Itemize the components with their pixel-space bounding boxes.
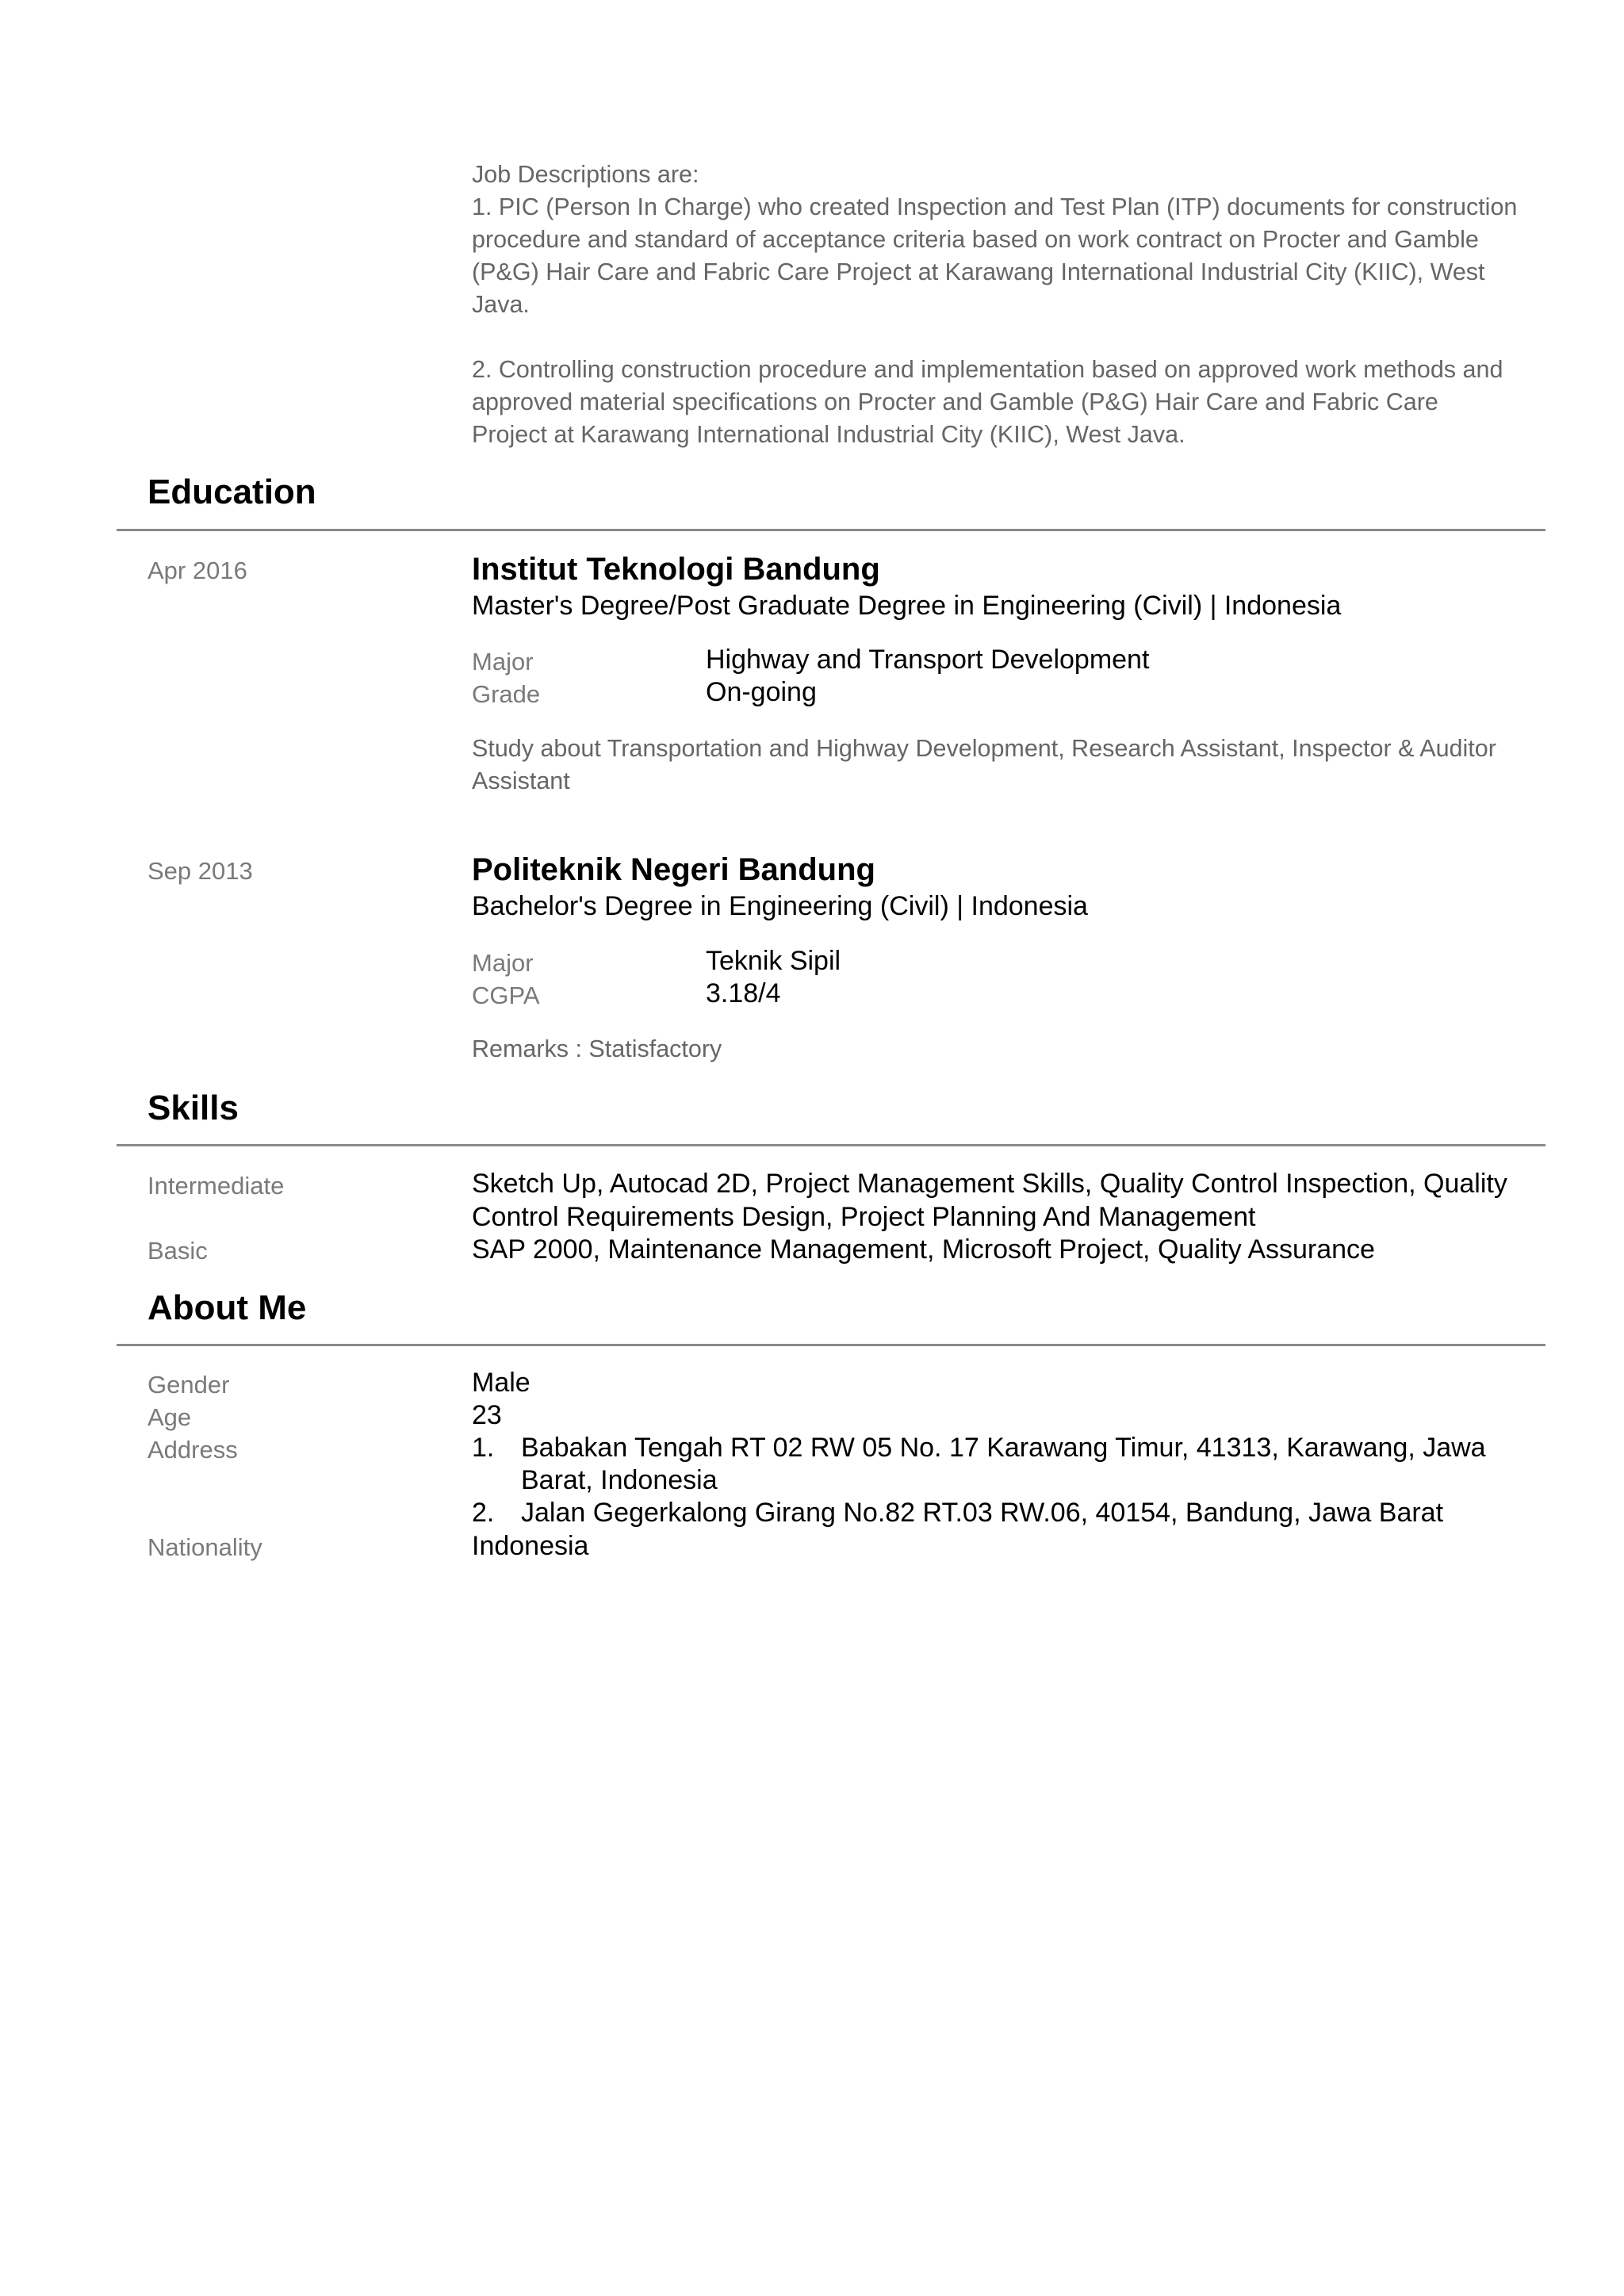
age-label: Age (147, 1403, 192, 1431)
education-institution: Institut Teknologi Bandung (472, 552, 880, 587)
education-major-value: Teknik Sipil (706, 946, 841, 976)
address-text: Babakan Tengah RT 02 RW 05 No. 17 Karawang Timur, 41313, Karawang, Jawa Barat, Indonesia (521, 1433, 1486, 1495)
education-major-label: Major (472, 648, 534, 675)
education-cgpa-value: 3.18/4 (706, 978, 781, 1008)
education-divider (117, 529, 1545, 531)
education-degree: Master's Degree/Post Graduate Degree in Engineering (Civil) | Indonesia (472, 591, 1342, 621)
about-divider (117, 1344, 1545, 1346)
address-item (472, 1497, 1526, 1529)
skills-intermediate-value: Sketch Up, Autocad 2D, Project Management Skills, Quality Control Inspection, Quality Control Requirements Design, Project Planning And Management (472, 1169, 1507, 1232)
skills-heading: Skills (147, 1089, 239, 1127)
education-major-value: Highway and Transport Development (706, 645, 1150, 675)
job-description-item-2: 2. Controlling construction procedure and implementation based on approved work methods and approved material specifications on Procter and Gamble (P&G) Hair Care and Fabric Care Project at Karawang International Industrial City (KIIC), West Java. (472, 356, 1503, 448)
education-note: Remarks : Statisfactory (472, 1035, 722, 1062)
job-descriptions (472, 159, 1519, 451)
address-number: 2. (472, 1498, 495, 1528)
address-text: Jalan Gegerkalong Girang No.82 RT.03 RW.06, 40154, Bandung, Jawa Barat (521, 1498, 1444, 1528)
skills-intermediate-label: Intermediate (147, 1172, 285, 1200)
education-grade-label: Grade (472, 680, 541, 708)
address-label: Address (147, 1436, 238, 1464)
skills-divider (117, 1144, 1545, 1146)
education-institution: Politeknik Negeri Bandung (472, 852, 875, 887)
education-date: Apr 2016 (147, 557, 247, 584)
address-number: 1. (472, 1433, 495, 1463)
nationality-label: Nationality (147, 1533, 262, 1561)
job-description-item-1: 1. PIC (Person In Charge) who created Inspection and Test Plan (ITP) documents for construction procedure and standard of acceptance criteria based on work contract on Procter and Gamble (P&G) Hair Care and Fabric Care Project at Karawang International Industrial City (KIIC), West Java. (472, 193, 1518, 318)
skills-basic-label: Basic (147, 1237, 208, 1265)
education-heading: Education (147, 473, 316, 511)
education-major-label: Major (472, 949, 534, 977)
skills-basic-value: SAP 2000, Maintenance Management, Microsoft Project, Quality Assurance (472, 1234, 1375, 1265)
gender-value: Male (472, 1368, 530, 1398)
address-item (472, 1432, 1526, 1497)
education-note: Study about Transportation and Highway Development, Research Assistant, Inspector & Auditor Assistant (472, 735, 1496, 794)
about-heading: About Me (147, 1288, 307, 1327)
age-value: 23 (472, 1400, 502, 1430)
education-cgpa-label: CGPA (472, 982, 540, 1009)
nationality-value: Indonesia (472, 1531, 589, 1561)
education-grade-value: On-going (706, 677, 817, 707)
job-descriptions-heading: Job Descriptions are: (472, 161, 699, 188)
education-degree: Bachelor's Degree in Engineering (Civil) | Indonesia (472, 891, 1088, 921)
education-date: Sep 2013 (147, 857, 253, 885)
gender-label: Gender (147, 1371, 230, 1399)
